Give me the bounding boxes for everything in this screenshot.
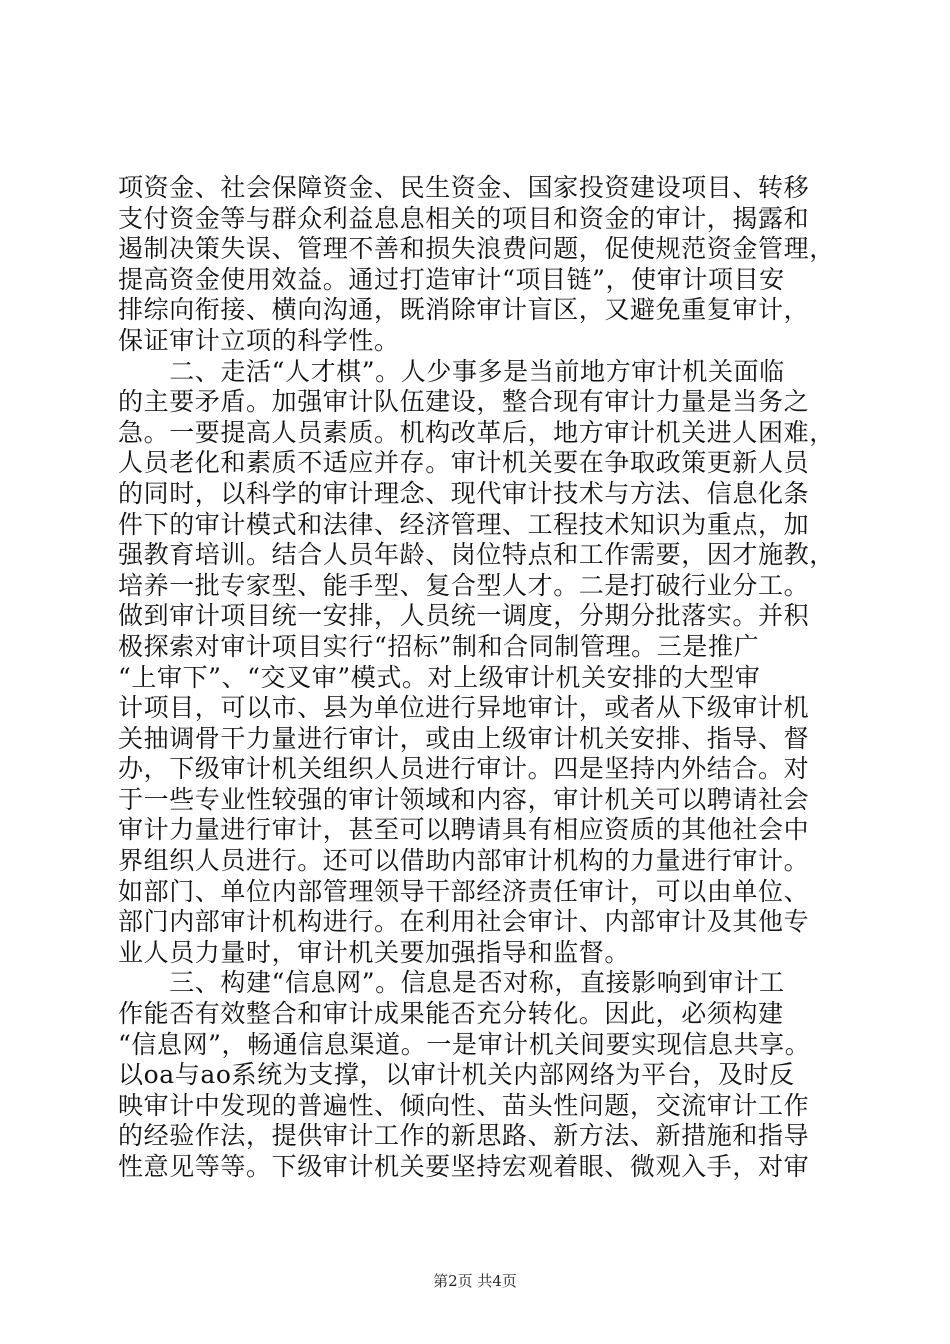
text-line: 以oa与ao系统为支撑，以审计机关内部网络为平台，及时反 — [118, 1060, 795, 1090]
text-line: 如部门、单位内部管理领导干部经济责任审计，可以由单位、 — [118, 876, 810, 906]
text-line: 映审计中发现的普遍性、倾向性、苗头性问题，交流审计工作 — [118, 1090, 810, 1120]
text-line: 遏制决策失误、管理不善和损失浪费问题，促使规范资金管理， — [118, 234, 835, 264]
text-line: 项资金、社会保障资金、民生资金、国家投资建设项目、转移 — [118, 173, 810, 202]
text-line: 强教育培训。结合人员年龄、岗位特点和工作需要，因才施教， — [118, 540, 835, 570]
text-line: 审计力量进行审计，甚至可以聘请具有相应资质的其他社会中 — [118, 815, 810, 845]
text-line: 性意见等等。下级审计机关要坚持宏观着眼、微观入手，对审 — [118, 1152, 810, 1181]
text-line: 界组织人员进行。还可以借助内部审计机构的力量进行审计。 — [118, 846, 810, 876]
text-line: 培养一批专家型、能手型、复合型人才。二是打破行业分工。 — [118, 570, 810, 600]
text-line: “信息网”，畅通信息渠道。一是审计机关间要实现信息共享。 — [118, 1029, 811, 1059]
text-line: 急。一要提高人员素质。机构改革后，地方审计机关进人困难， — [118, 417, 835, 447]
document-body — [118, 173, 838, 1183]
text-line: 提高资金使用效益。通过打造审计“项目链”，使审计项目安 — [118, 264, 785, 294]
text-line: 的经验作法，提供审计工作的新思路、新方法、新措施和指导 — [118, 1121, 810, 1151]
text-line: 计项目，可以市、县为单位进行异地审计，或者从下级审计机 — [118, 693, 810, 723]
text-line: 二、走活“人才棋”。人少事多是当前地方审计机关面临 — [118, 356, 785, 386]
text-line: 办，下级审计机关组织人员进行审计。四是坚持内外结合。对 — [118, 754, 810, 784]
page-number: 第2页 共4页 — [433, 1272, 517, 1290]
text-line: 的主要矛盾。加强审计队伍建设，整合现有审计力量是当务之 — [118, 387, 810, 417]
text-line: 排综向衔接、横向沟通，既消除审计盲区，又避免重复审计， — [118, 295, 810, 325]
text-line: 作能否有效整合和审计成果能否充分转化。因此，必须构建 — [118, 999, 784, 1029]
text-line: 做到审计项目统一安排，人员统一调度，分期分批落实。并积 — [118, 601, 810, 631]
text-line: 人员老化和素质不适应并存。审计机关要在争取政策更新人员 — [118, 448, 810, 478]
text-line: 支付资金等与群众利益息息相关的项目和资金的审计，揭露和 — [118, 203, 810, 233]
text-line: 件下的审计模式和法律、经济管理、工程技术知识为重点，加 — [118, 509, 810, 539]
text-line: 于一些专业性较强的审计领域和内容，审计机关可以聘请社会 — [118, 784, 810, 814]
text-line: 三、构建“信息网”。信息是否对称，直接影响到审计工 — [118, 968, 785, 998]
text-line: 业人员力量时，审计机关要加强指导和监督。 — [118, 937, 631, 967]
text-line: 部门内部审计机构进行。在利用社会审计、内部审计及其他专 — [118, 907, 810, 937]
text-line: 保证审计立项的科学性。 — [118, 325, 400, 355]
page-footer — [0, 1271, 950, 1291]
text-line: 极探索对审计项目实行“招标”制和合同制管理。三是推广 — [118, 631, 760, 661]
text-line: 关抽调骨干力量进行审计，或由上级审计机关安排、指导、督 — [118, 723, 810, 753]
text-line: 的同时，以科学的审计理念、现代审计技术与方法、信息化条 — [118, 478, 810, 508]
text-line: “上审下”、“交叉审”模式。对上级审计机关安排的大型审 — [118, 662, 761, 692]
